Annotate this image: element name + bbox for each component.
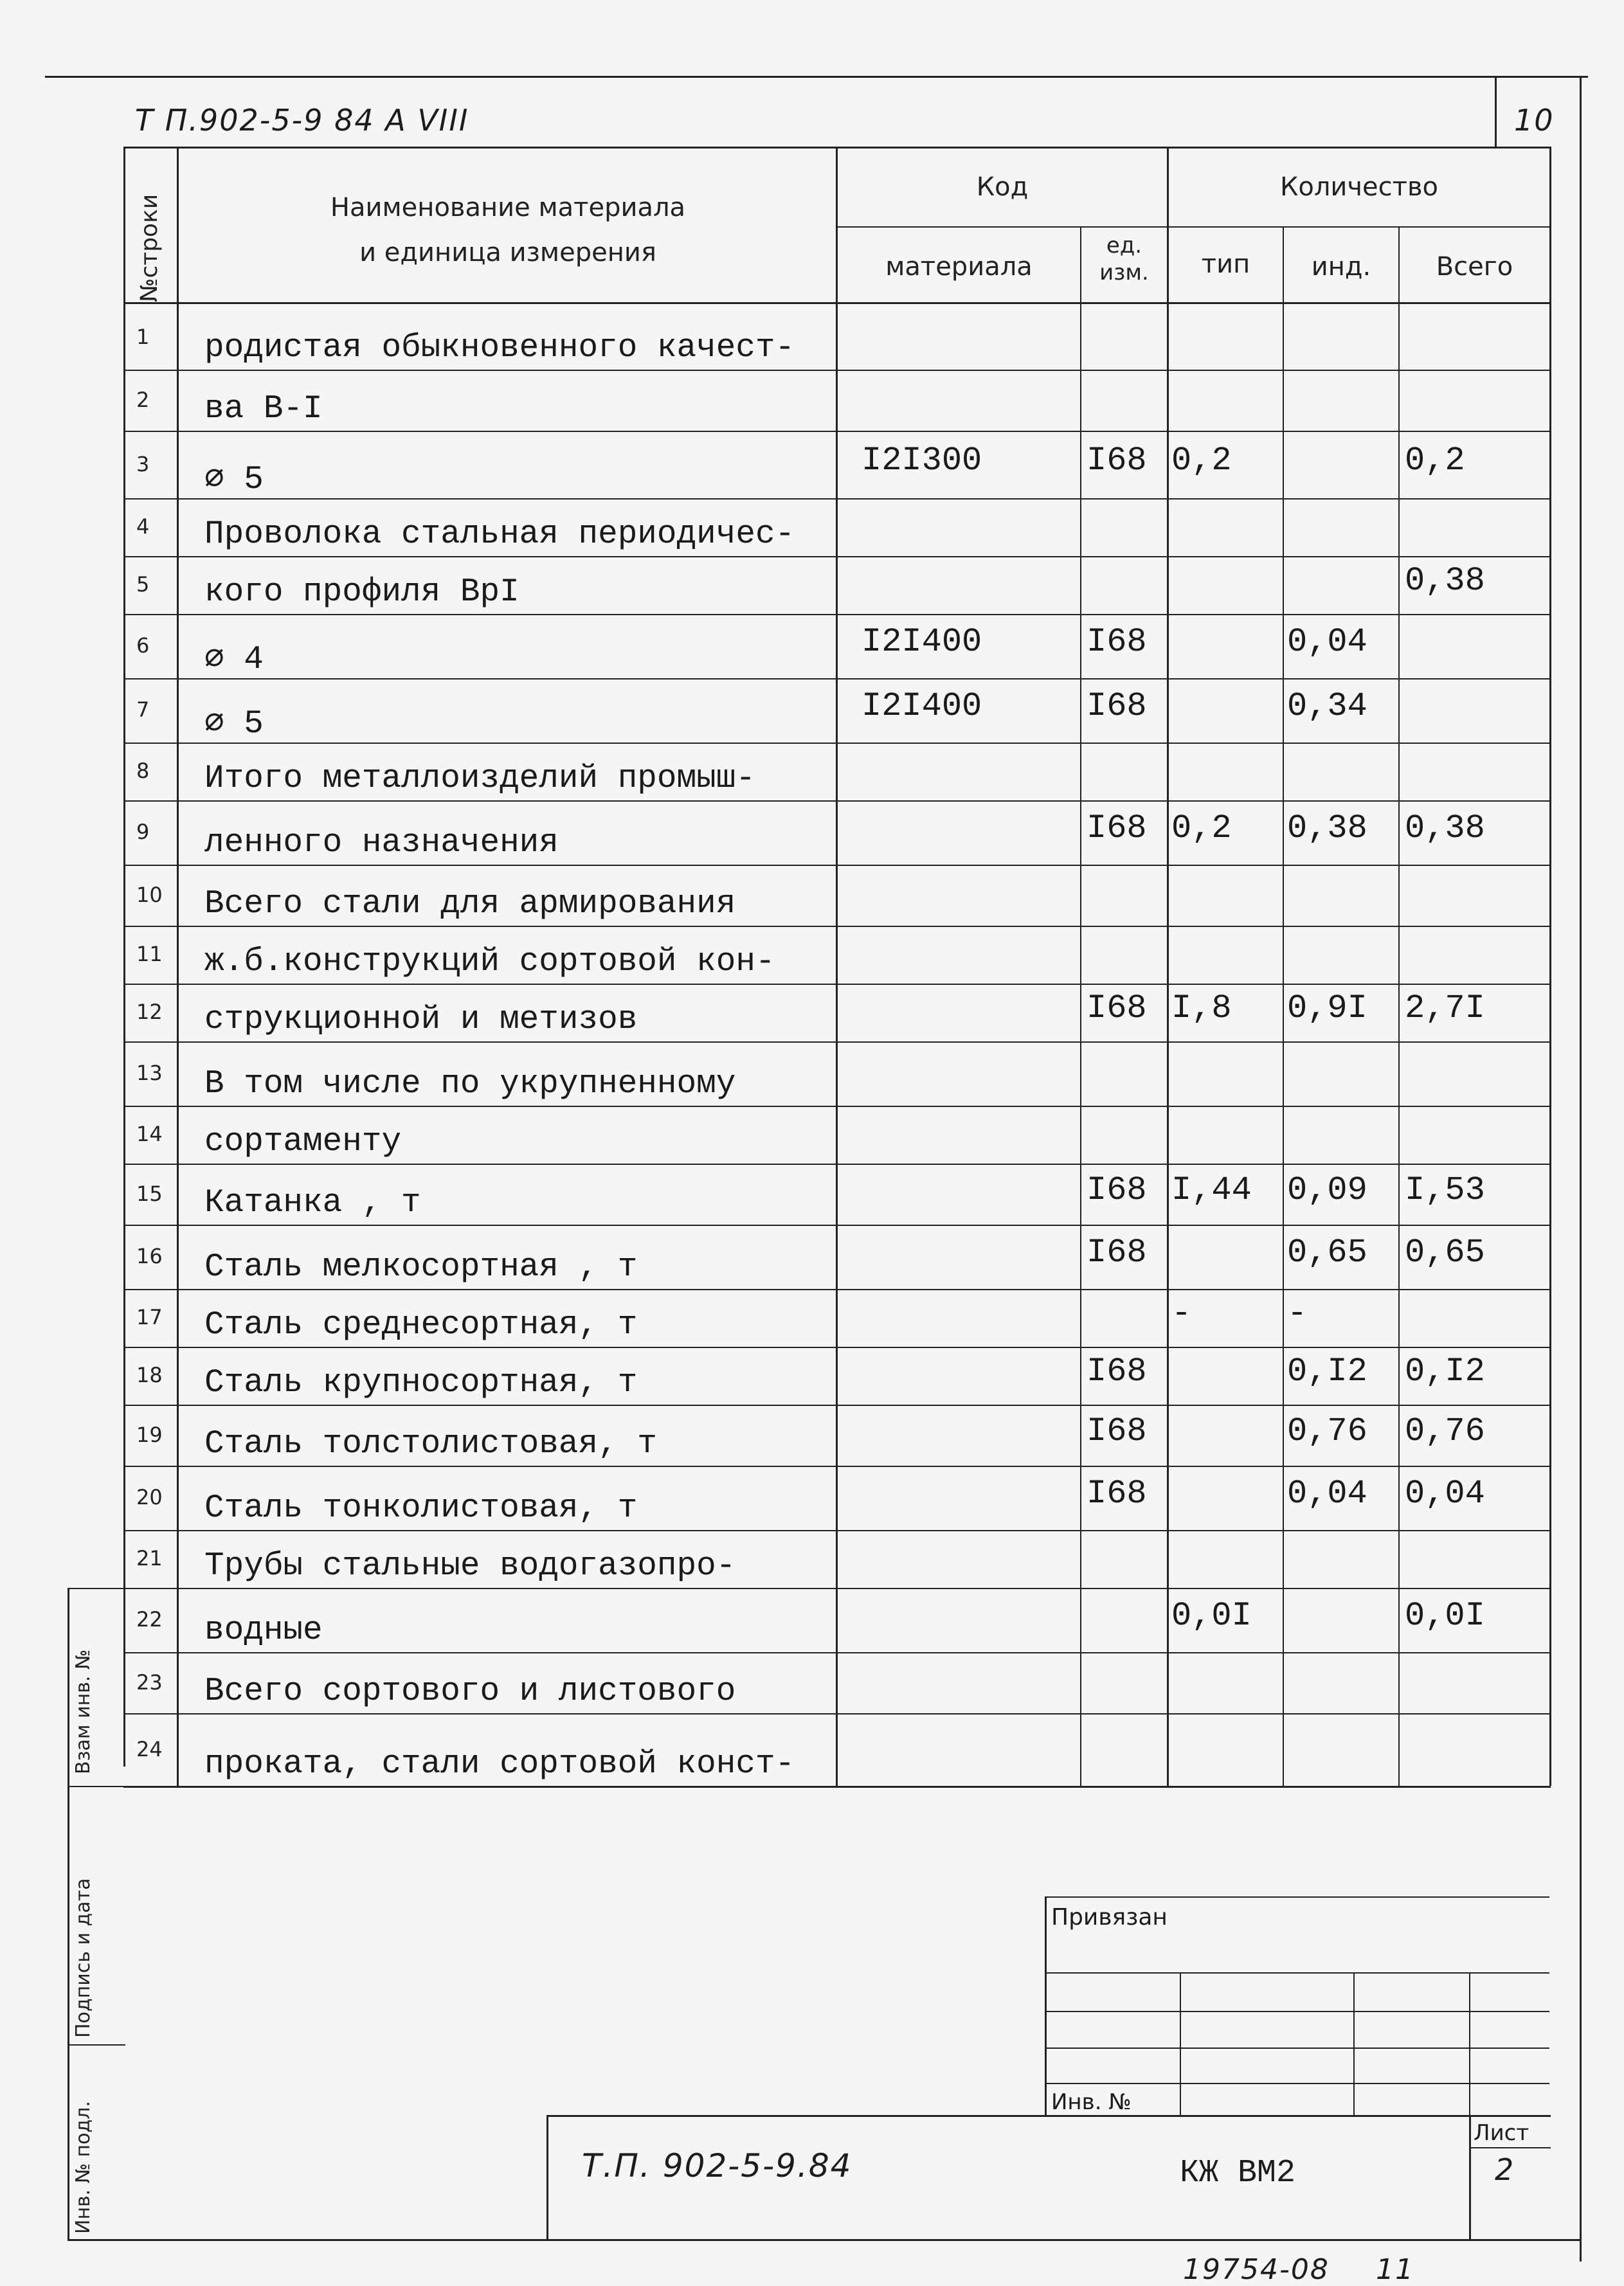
- row-number: 18: [136, 1363, 163, 1387]
- material-name: ∅ 4: [204, 642, 264, 678]
- material-name: родистая обыкновенного качест-: [204, 330, 795, 366]
- row-divider: [123, 556, 1551, 557]
- stamp-col-2: [1353, 1972, 1355, 2115]
- row-number: 12: [136, 1000, 163, 1024]
- row-number: 7: [136, 698, 150, 722]
- material-name: Всего сортового и листового: [204, 1673, 736, 1710]
- material-name: Сталь мелкосортная , т: [204, 1249, 638, 1286]
- row-number: 6: [136, 633, 150, 658]
- material-name: Сталь толстолистовая, т: [204, 1426, 657, 1462]
- stamp-rule-4: [1045, 2083, 1549, 2084]
- col-sep-name: [836, 147, 838, 1786]
- cell-tip: 0,2: [1171, 809, 1232, 847]
- title-block-top: [546, 2115, 1551, 2117]
- header-name-line2: и единица измерения: [359, 238, 656, 267]
- material-name: Сталь среднесортная, т: [204, 1307, 638, 1344]
- document-code-header: Т П.902-5-9 84 А VIII: [135, 103, 469, 138]
- row-number: 21: [136, 1546, 163, 1571]
- list-box-left: [1469, 2115, 1471, 2241]
- material-name: Всего стали для армирования: [204, 886, 736, 923]
- cell-unit: I68: [1087, 1412, 1147, 1450]
- side-label-inv-podl: Инв. № подл.: [72, 2101, 95, 2234]
- header-kolichestvo: Количество: [1279, 172, 1438, 202]
- stamp-col-1: [1180, 1972, 1181, 2115]
- stamp-col-3: [1469, 1972, 1470, 2115]
- col-sep-rownum: [177, 147, 179, 1786]
- cell-ind: 0,34: [1287, 687, 1367, 725]
- row-divider: [123, 431, 1551, 432]
- row-divider: [123, 1347, 1551, 1348]
- row-number: 15: [136, 1181, 163, 1206]
- cell-ind: 0,9I: [1287, 989, 1367, 1027]
- cell-ind: 0,I2: [1287, 1353, 1367, 1390]
- material-name: Итого металлоизделий промыш-: [204, 760, 755, 797]
- row-divider: [123, 1530, 1551, 1531]
- row-number: 20: [136, 1485, 163, 1509]
- cell-ind: 0,04: [1287, 623, 1367, 661]
- cell-tip: I,8: [1171, 989, 1232, 1027]
- header-name-line1: Наименование материала: [330, 193, 686, 222]
- table-left-border: [123, 147, 125, 1767]
- row-divider: [123, 984, 1551, 985]
- cell-vsego: I,53: [1405, 1171, 1485, 1209]
- right-frame: [1580, 76, 1582, 2262]
- sheet-number: 11: [1376, 2253, 1414, 2286]
- material-name: В том числе по укрупненному: [204, 1066, 736, 1102]
- row-number: 11: [136, 942, 163, 966]
- material-name: ва В-I: [204, 391, 323, 428]
- cell-material: I2I400: [862, 623, 982, 661]
- material-name: Катанка , т: [204, 1185, 421, 1221]
- cell-vsego: 0,2: [1405, 441, 1465, 480]
- stamp-privyazan: Привязан: [1051, 1904, 1168, 1931]
- cell-vsego: 0,38: [1405, 809, 1485, 847]
- material-name: струкционной и метизов: [204, 1002, 638, 1038]
- cell-unit: I68: [1087, 1171, 1147, 1209]
- cell-ind: 0,04: [1287, 1475, 1367, 1513]
- material-name: кого профиля ВрI: [204, 574, 519, 611]
- list-number: 2: [1495, 2152, 1515, 2187]
- material-name: Трубы стальные водогазопро-: [204, 1548, 736, 1585]
- cell-vsego: 0,38: [1405, 562, 1485, 600]
- table-bottom-border: [123, 1786, 1551, 1788]
- row-divider: [123, 1713, 1551, 1715]
- cell-ind: 0,76: [1287, 1412, 1367, 1450]
- row-number: 3: [136, 451, 150, 476]
- stamp-left: [1045, 1896, 1047, 2115]
- table-right-border: [1549, 147, 1551, 1786]
- row-divider: [123, 678, 1551, 680]
- header-tip: тип: [1201, 249, 1250, 279]
- row-divider: [123, 370, 1551, 371]
- title-block-left: [546, 2115, 548, 2241]
- row-number: 9: [136, 820, 150, 844]
- cell-ind: -: [1287, 1295, 1308, 1333]
- row-divider: [123, 926, 1551, 927]
- header-kod: Код: [976, 172, 1029, 202]
- row-number: 13: [136, 1061, 163, 1085]
- row-number: 23: [136, 1670, 163, 1695]
- cell-unit: I68: [1087, 687, 1147, 725]
- page-number-divider: [1495, 76, 1497, 147]
- side-stamp-rule-3: [68, 2044, 125, 2046]
- stamp-rule-1: [1045, 1972, 1549, 1974]
- row-number: 24: [136, 1736, 163, 1761]
- row-divider: [123, 1405, 1551, 1406]
- row-number: 8: [136, 759, 150, 783]
- title-mark: КЖ ВМ2: [1180, 2155, 1296, 2192]
- row-number: 1: [136, 325, 150, 349]
- row-divider: [123, 742, 1551, 744]
- col-sep-unit: [1167, 147, 1169, 1786]
- cell-ind: 0,38: [1287, 809, 1367, 847]
- cell-material: I2I400: [862, 687, 982, 725]
- header-mid-rule: [836, 226, 1549, 228]
- row-number: 17: [136, 1305, 163, 1329]
- row-divider: [123, 498, 1551, 500]
- header-vsego: Всего: [1436, 252, 1513, 282]
- material-name: ∅ 5: [204, 462, 264, 498]
- bottom-frame: [68, 2239, 1582, 2241]
- row-number: 5: [136, 572, 150, 597]
- row-number: 16: [136, 1244, 163, 1268]
- side-label-vzam: Взам инв. №: [72, 1649, 95, 1774]
- stamp-top: [1045, 1896, 1549, 1898]
- row-divider: [123, 800, 1551, 802]
- cell-vsego: 2,7I: [1405, 989, 1485, 1027]
- cell-tip: 0,2: [1171, 441, 1232, 480]
- row-divider: [123, 614, 1551, 615]
- material-name: ленного назначения: [204, 825, 559, 861]
- stamp-inv-no: Инв. №: [1051, 2089, 1132, 2115]
- top-rule: [45, 76, 1588, 78]
- cell-vsego: 0,65: [1405, 1234, 1485, 1272]
- header-izm: изм.: [1099, 260, 1149, 285]
- cell-ind: 0,65: [1287, 1234, 1367, 1272]
- cell-material: I2I300: [862, 441, 982, 480]
- row-number: 19: [136, 1422, 163, 1447]
- row-divider: [123, 865, 1551, 866]
- title-doc-code: Т.П. 902-5-9.84: [582, 2147, 853, 2184]
- row-divider: [123, 1225, 1551, 1226]
- material-name: ∅ 5: [204, 706, 264, 742]
- header-row-number: №строки: [136, 194, 163, 302]
- material-name: Проволока стальная периодичес-: [204, 516, 795, 553]
- material-name: ж.б.конструкций сортовой кон-: [204, 944, 775, 980]
- cell-vsego: 0,0I: [1405, 1597, 1485, 1635]
- header-material: материала: [885, 252, 1033, 282]
- material-name: проката, стали сортовой конст-: [204, 1746, 795, 1783]
- cell-unit: I68: [1087, 989, 1147, 1027]
- row-number: 22: [136, 1607, 163, 1632]
- header-ed: ед.: [1106, 233, 1142, 258]
- cell-tip: I,44: [1171, 1171, 1252, 1209]
- row-divider: [123, 1466, 1551, 1467]
- stamp-rule-2: [1045, 2011, 1549, 2012]
- col-sep-tip: [1283, 226, 1284, 1786]
- cell-unit: I68: [1087, 1353, 1147, 1390]
- cell-ind: 0,09: [1287, 1171, 1367, 1209]
- cell-unit: I68: [1087, 441, 1147, 480]
- row-divider: [123, 1652, 1551, 1653]
- material-name: Сталь тонколистовая, т: [204, 1490, 638, 1527]
- row-number: 14: [136, 1122, 163, 1146]
- side-label-podpis: Подпись и дата: [72, 1878, 95, 2038]
- material-name: водные: [204, 1612, 323, 1649]
- material-name: Сталь крупносортная, т: [204, 1365, 638, 1401]
- cell-tip: 0,0I: [1171, 1597, 1252, 1635]
- row-number: 10: [136, 882, 163, 907]
- row-divider: [123, 1164, 1551, 1165]
- page-number: 10: [1514, 103, 1555, 138]
- archive-number: 19754-08: [1183, 2253, 1330, 2286]
- stamp-rule-3: [1045, 2048, 1549, 2049]
- side-stamp-left: [68, 1588, 69, 2240]
- row-number: 4: [136, 514, 150, 539]
- cell-vsego: 0,04: [1405, 1475, 1485, 1513]
- cell-tip: -: [1171, 1295, 1192, 1333]
- row-divider: [123, 1041, 1551, 1043]
- row-divider: [123, 1106, 1551, 1107]
- list-label: Лист: [1474, 2120, 1529, 2146]
- side-stamp-rule-1: [68, 1588, 125, 1589]
- cell-unit: I68: [1087, 623, 1147, 661]
- col-sep-ind: [1398, 226, 1400, 1786]
- list-box-rule: [1469, 2147, 1551, 2148]
- cell-vsego: 0,I2: [1405, 1353, 1485, 1390]
- cell-unit: I68: [1087, 1475, 1147, 1513]
- cell-vsego: 0,76: [1405, 1412, 1485, 1450]
- row-number: 2: [136, 387, 150, 412]
- cell-unit: I68: [1087, 809, 1147, 847]
- row-divider: [123, 1588, 1551, 1589]
- material-name: сортаменту: [204, 1124, 402, 1160]
- col-sep-material: [1080, 226, 1081, 1786]
- side-stamp-rule-2: [68, 1786, 125, 1787]
- cell-unit: I68: [1087, 1234, 1147, 1272]
- header-ind: инд.: [1311, 252, 1371, 282]
- row-divider: [123, 1289, 1551, 1290]
